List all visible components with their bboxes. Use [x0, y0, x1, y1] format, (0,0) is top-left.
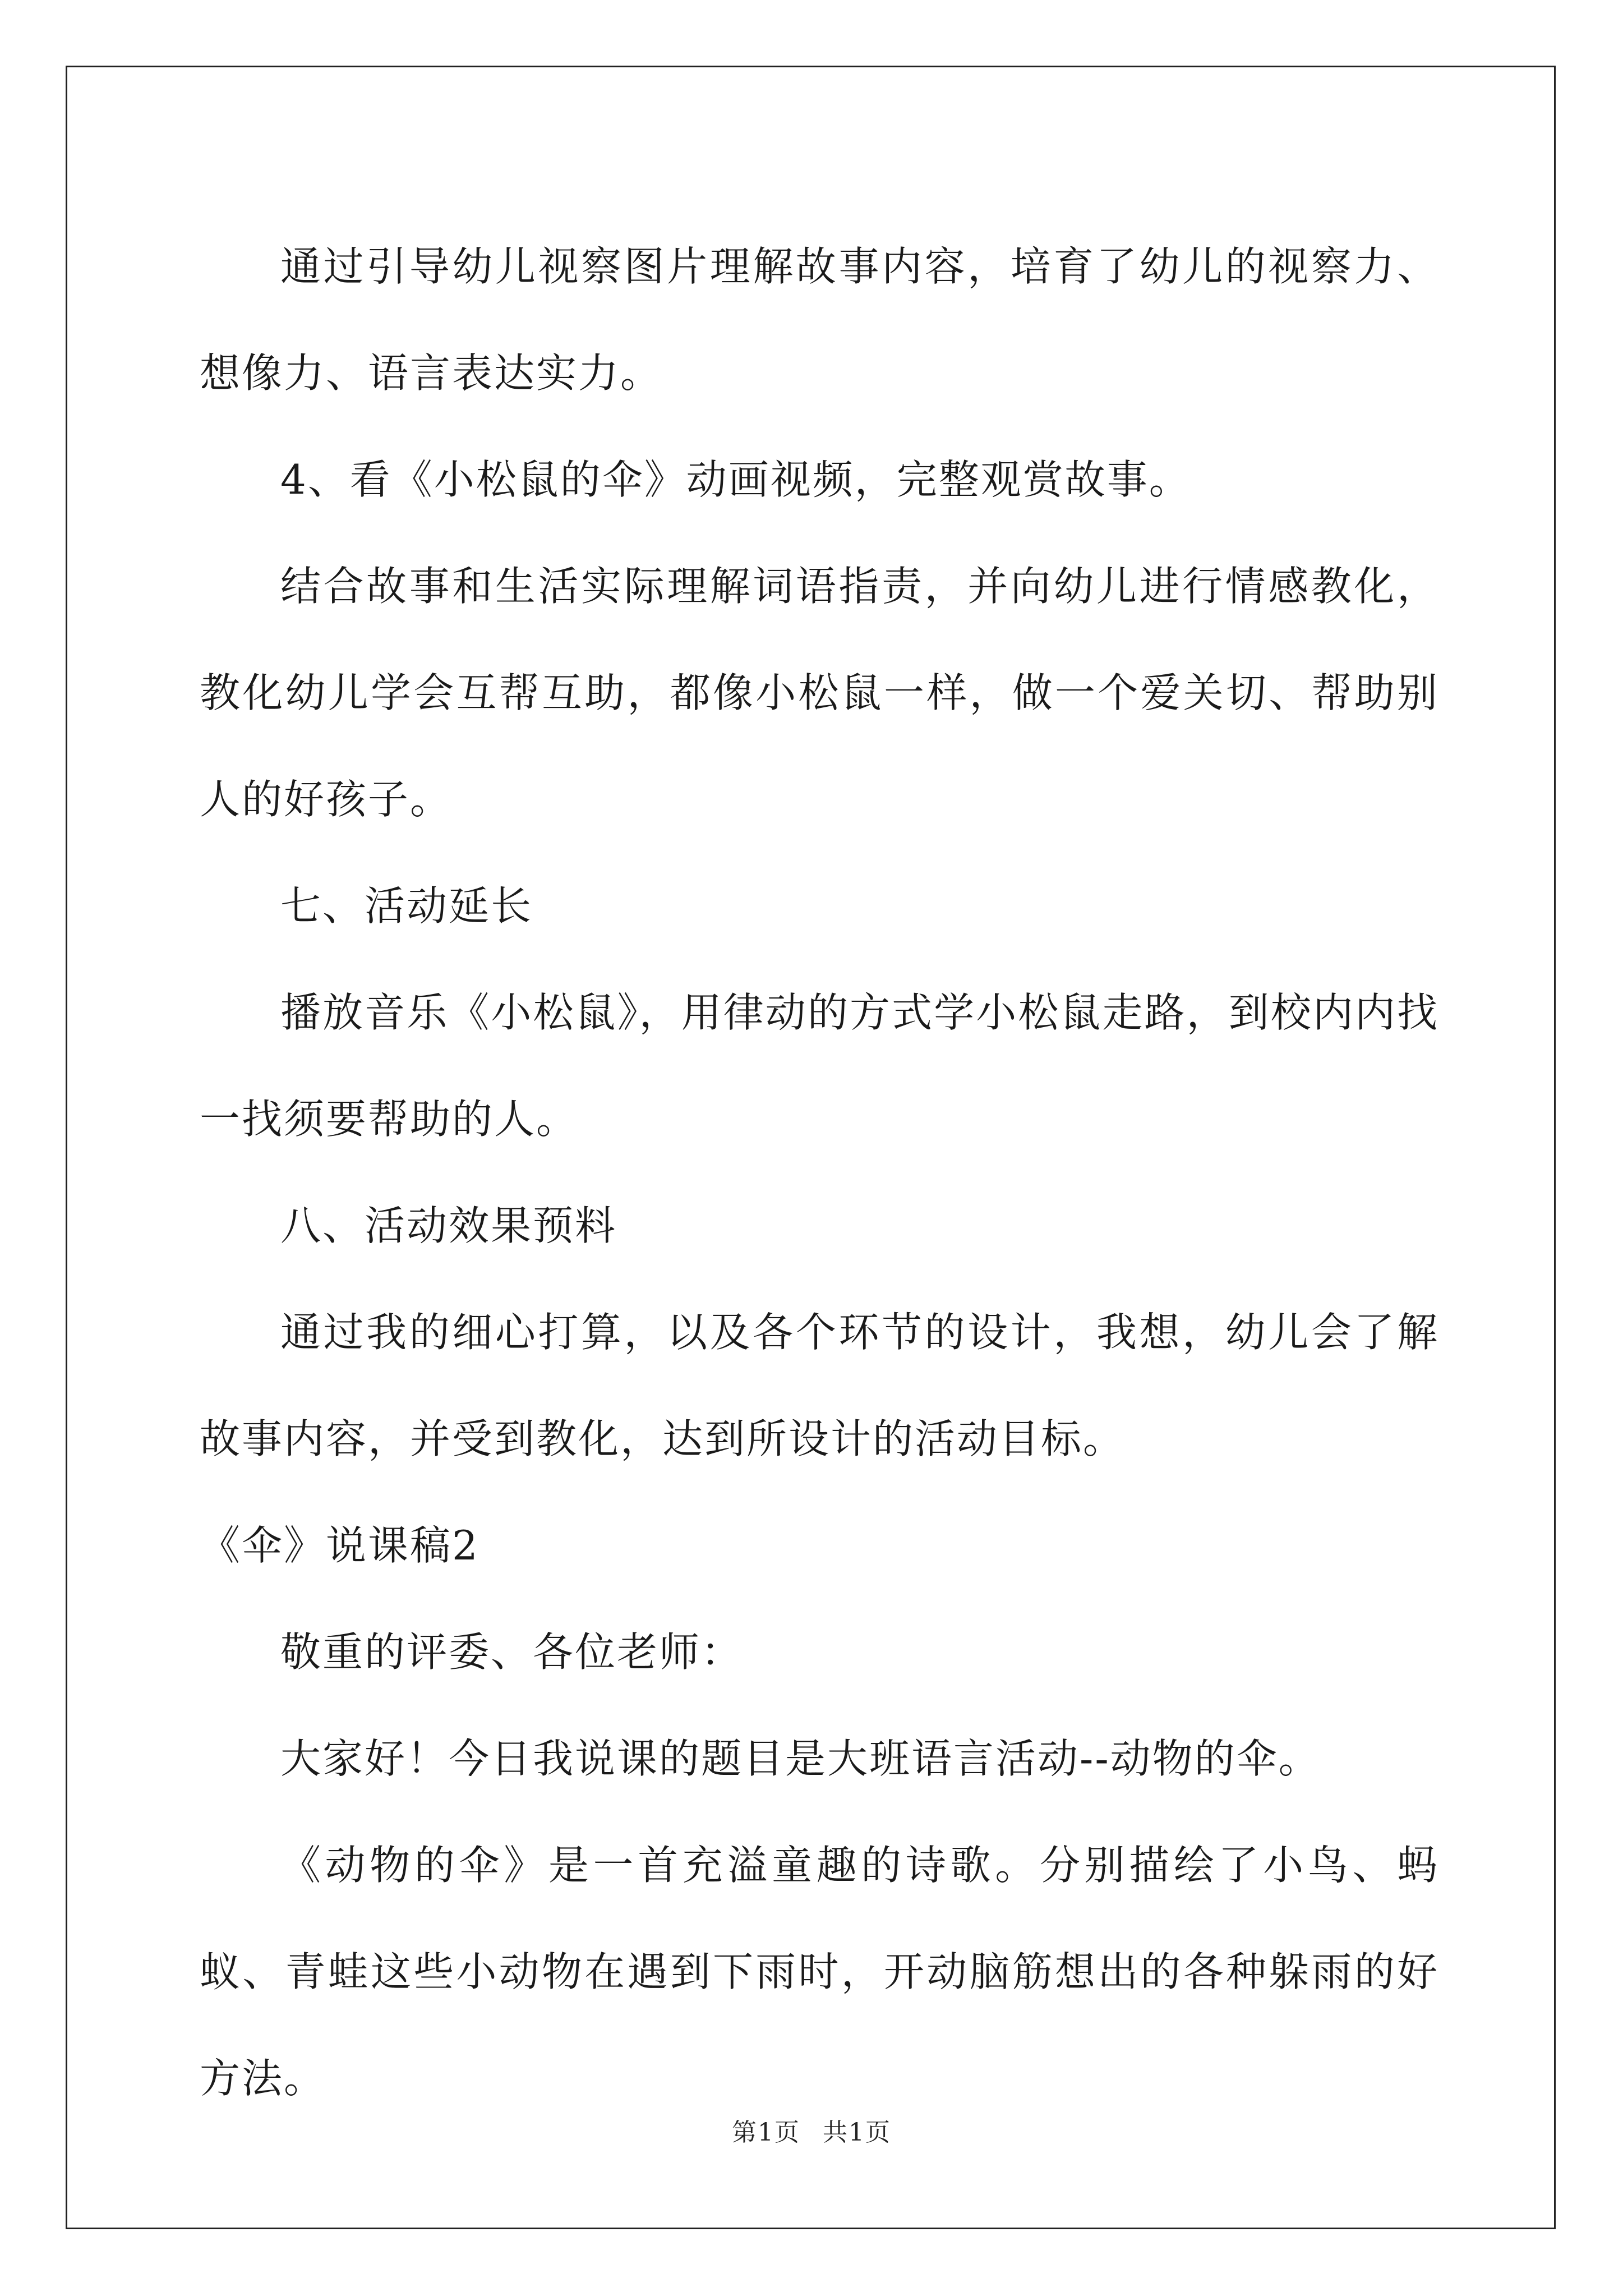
paragraph: 大家好！今日我说课的题目是大班语言活动--动物的伞。 [280, 1735, 1321, 1782]
greeting: 敬重的评委、各位老师： [280, 1628, 744, 1676]
section-heading: 八、活动效果预料 [280, 1202, 617, 1249]
paragraph: 通过引导幼儿视察图片理解故事内容，培育了幼儿的视察力、想像力、语言表达实力。 [200, 243, 1439, 397]
paragraph: 《动物的伞》是一首充溢童趣的诗歌。分别描绘了小鸟、蚂蚁、青蛙这些小动物在遇到下雨时，开动脑筋想出的各种躲雨的好方法。 [200, 1842, 1439, 2102]
paragraph: 通过我的细心打算，以及各个环节的设计，我想，幼儿会了解故事内容，并受到教化，达到所设计的活动目标。 [200, 1309, 1439, 1462]
section-heading: 七、活动延长 [280, 882, 533, 930]
page-total: 共1页 [823, 2118, 891, 2147]
page-number: 第1页 [732, 2118, 800, 2147]
paragraph: 播放音乐《小松鼠》，用律动的方式学小松鼠走路，到校内内找一找须要帮助的人。 [200, 989, 1439, 1143]
paragraph: 结合故事和生活实际理解词语指责，并向幼儿进行情感教化，教化幼儿学会互帮互助，都像小松鼠一样，做一个爱关切、帮助别人的好孩子。 [200, 563, 1439, 823]
document-title: 《伞》说课稿2 [200, 1522, 479, 1569]
document-body [200, 213, 1439, 2132]
paragraph: 4、看《小松鼠的伞》动画视频，完整观赏故事。 [280, 456, 1191, 503]
page-footer [0, 2116, 1623, 2150]
